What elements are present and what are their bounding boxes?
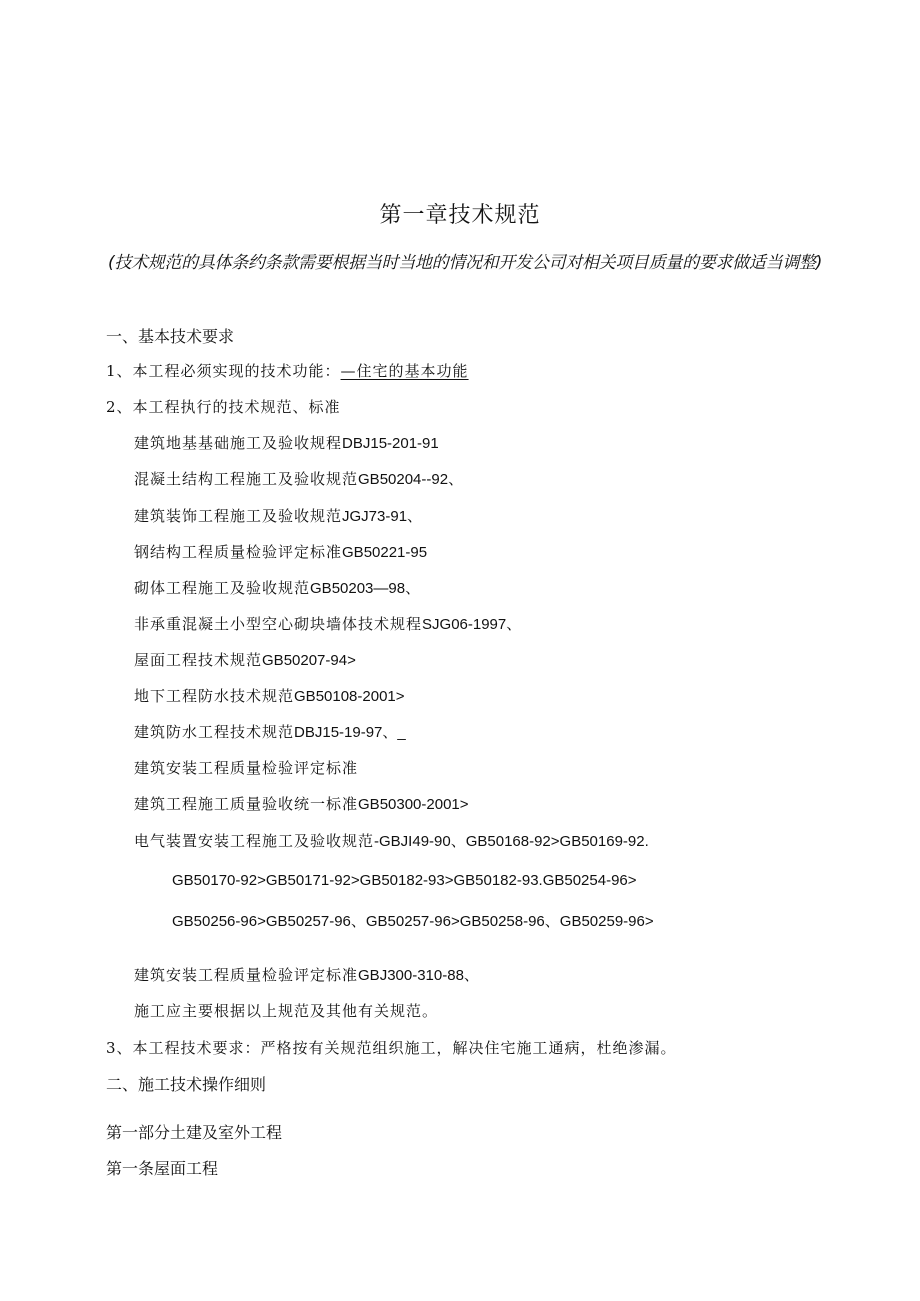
section-heading-operation-details: 二、施工技术操作细则 <box>106 1075 267 1094</box>
electrical-codes-line-2: GB50256-96>GB50257-96、GB50257-96>GB50258-96、GB50259-96> <box>172 913 654 930</box>
construction-note: 施工应主要根据以上规范及其他有关规范。 <box>134 1002 439 1020</box>
standard-line <box>134 505 422 526</box>
standard-line <box>134 468 463 489</box>
electrical-codes-line-1: GB50170-92>GB50171-92>GB50182-93>GB50182-93.GB50254-96> <box>172 872 637 889</box>
item-3-technical-requirements: 3、本工程技术要求：严格按有关规范组织施工，解决住宅施工通病，杜绝渗漏。 <box>106 1039 677 1057</box>
item-1-technical-function <box>106 360 469 381</box>
standard-name: 混凝土结构工程施工及验收规范 <box>134 470 359 488</box>
standard-code: GB50221-95 <box>342 544 428 561</box>
standard-line <box>134 685 405 706</box>
standard-code: GB50203—98、 <box>310 580 421 597</box>
standard-line <box>134 964 479 985</box>
standard-code: GBJ300-310-88、 <box>358 967 479 984</box>
item-2-standards-heading: 2、本工程执行的技术规范、标准 <box>106 398 341 416</box>
standard-name: 建筑安装工程质量检验评定标准 <box>134 966 359 984</box>
standard-code: GB50204--92、 <box>358 471 464 488</box>
standard-name: 建筑地基基础施工及验收规程 <box>134 434 343 452</box>
item-1-label: 1、本工程必须实现的技术功能： <box>106 362 341 380</box>
standard-name: 地下工程防水技术规范 <box>134 687 295 705</box>
title-note: (技术规范的具体条约条款需要根据当时当地的情况和开发公司对相关项目质量的要求做适当调整) <box>108 253 823 273</box>
standard-name: 电气装置安装工程施工及验收规范 <box>134 832 375 850</box>
standard-name: 屋面工程技术规范 <box>134 651 263 669</box>
item-1-value: —住宅的基本功能 <box>340 362 469 380</box>
standard-line <box>134 757 358 778</box>
standard-line <box>134 793 469 814</box>
standard-code: DBJ15-19-97、_ <box>294 724 406 741</box>
standard-line <box>134 721 406 742</box>
standard-line <box>134 830 649 851</box>
standard-code: JGJ73-91、 <box>342 508 423 525</box>
part-heading-civil-works: 第一部分土建及室外工程 <box>106 1123 283 1142</box>
standard-name: 建筑防水工程技术规范 <box>134 723 295 741</box>
standard-name: 砌体工程施工及验收规范 <box>134 579 311 597</box>
standard-name: 建筑安装工程质量检验评定标准 <box>134 759 359 777</box>
standard-name: 建筑装饰工程施工及验收规范 <box>134 507 343 525</box>
standard-line <box>134 432 439 453</box>
standard-code: GB50300-2001> <box>358 796 469 813</box>
standard-code: SJG06-1997、 <box>422 616 522 633</box>
standard-code: -GBJI49-90、GB50168-92>GB50169-92. <box>374 833 649 850</box>
standard-name: 非承重混凝土小型空心砌块墙体技术规程 <box>134 615 423 633</box>
article-heading-roofing: 第一条屋面工程 <box>106 1159 219 1178</box>
standard-line <box>134 541 427 562</box>
standard-code: GB50108-2001> <box>294 688 405 705</box>
standard-line <box>134 613 521 634</box>
standard-code: GB50207-94> <box>262 652 356 669</box>
standard-name: 钢结构工程质量检验评定标准 <box>134 543 343 561</box>
section-heading-basic-requirements: 一、基本技术要求 <box>106 327 235 346</box>
standard-name: 建筑工程施工质量验收统一标准 <box>134 795 359 813</box>
page-title: 第一章技术规范 <box>379 203 541 228</box>
standard-line <box>134 577 420 598</box>
standard-line <box>134 649 356 670</box>
standard-code: DBJ15-201-91 <box>342 435 439 452</box>
